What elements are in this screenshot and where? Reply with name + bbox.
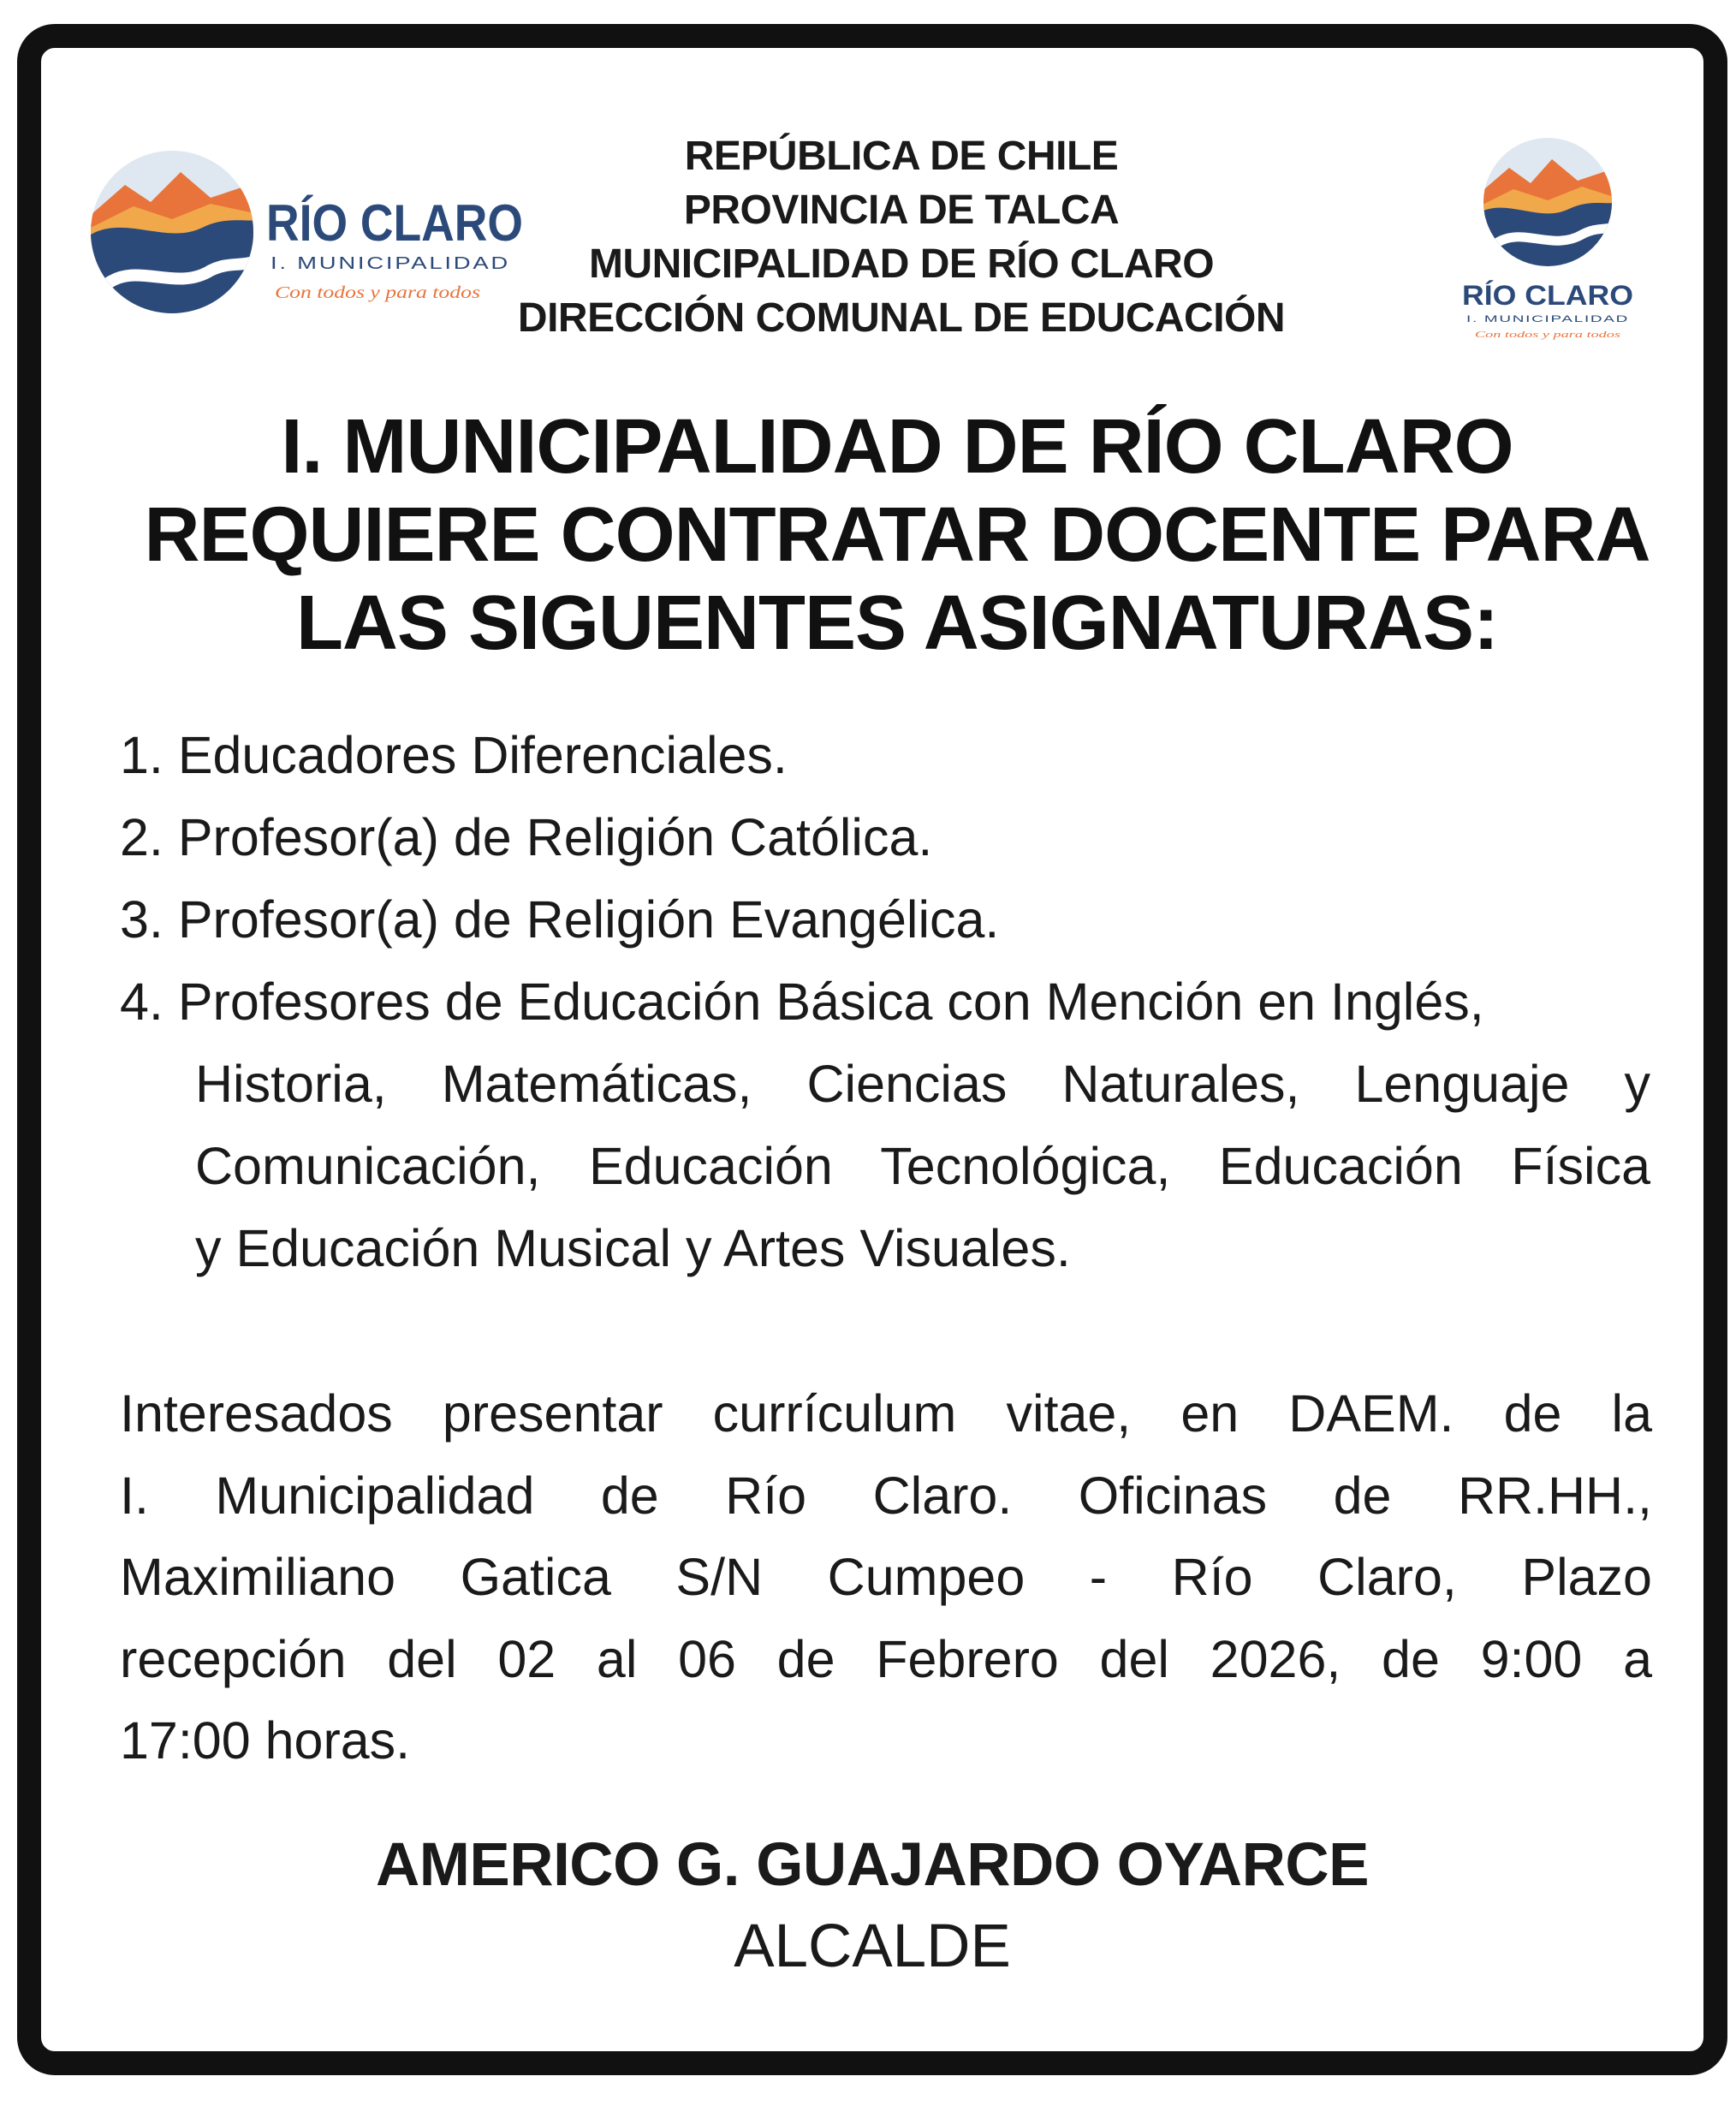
institution-block <box>409 129 1394 345</box>
subject-continuation-1: Historia, Matemáticas, Ciencias Naturales, Lenguaje y <box>195 1055 1650 1113</box>
institution-municipality: MUNICIPALIDAD DE RÍO CLARO <box>588 241 1215 287</box>
notice-line-4: recepción del 02 al 06 de Febrero del 2026, de 9:00 a <box>120 1629 1652 1688</box>
logo-right-brand: RÍO CLARO <box>1462 280 1633 311</box>
subject-item <box>120 961 1661 1289</box>
subject-text: 3. Profesor(a) de Religión Evangélica. <box>120 890 1000 949</box>
institution-province: PROVINCIA DE TALCA <box>683 187 1120 233</box>
subjects-list <box>120 714 1661 1289</box>
logo-left-brand: RÍO CLARO <box>266 194 523 252</box>
notice-line-2: I. Municipalidad de Río Claro. Oficinas de RR.HH., <box>120 1466 1652 1525</box>
signature-block <box>41 1824 1703 1987</box>
mayor-name: AMERICO G. GUAJARDO OYARCE <box>376 1831 1369 1899</box>
subject-text: 1. Educadores Diferenciales. <box>120 726 788 784</box>
subject-continuation-3: y Educación Musical y Artes Visuales. <box>195 1219 1071 1277</box>
headline-line-1: I. MUNICIPALIDAD DE RÍO CLARO <box>281 404 1513 490</box>
mayor-title: ALCALDE <box>734 1913 1011 1980</box>
subject-continuation-2: Comunicación, Educación Tecnológica, Educación Física <box>195 1137 1650 1195</box>
notice-frame <box>17 24 1727 2075</box>
headline-line-2: REQUIERE CONTRATAR DOCENTE PARA <box>144 492 1650 578</box>
subject-text: 2. Profesor(a) de Religión Católica. <box>120 808 933 866</box>
rio-claro-logo-right <box>1445 134 1650 348</box>
institution-directorate: DIRECCIÓN COMUNAL DE EDUCACIÓN <box>517 295 1286 341</box>
headline <box>92 403 1702 668</box>
header <box>41 48 1703 373</box>
institution-country: REPÚBLICA DE CHILE <box>684 134 1119 179</box>
subject-text: 4. Profesores de Educación Básica con Mención en Inglés, <box>120 973 1484 1031</box>
application-notice <box>120 1373 1652 1782</box>
notice-line-1: Interesados presentar currículum vitae, en DAEM. de la <box>120 1384 1652 1443</box>
headline-line-3: LAS SIGUENTES ASIGNATURAS: <box>295 580 1499 666</box>
logo-right-sub: I. MUNICIPALIDAD <box>1466 314 1629 324</box>
notice-line-5: 17:00 horas. <box>120 1711 411 1770</box>
notice-line-3: Maximiliano Gatica S/N Cumpeo - Río Claro, Plazo <box>120 1548 1652 1606</box>
logo-right-tagline: Con todos y para todos <box>1475 330 1620 340</box>
logo-left-sub: I. MUNICIPALIDAD <box>271 254 510 273</box>
subject-item <box>120 714 1661 796</box>
subject-item <box>120 796 1661 878</box>
logo-left-tagline: Con todos y para todos <box>275 283 481 302</box>
subject-item <box>120 878 1661 961</box>
